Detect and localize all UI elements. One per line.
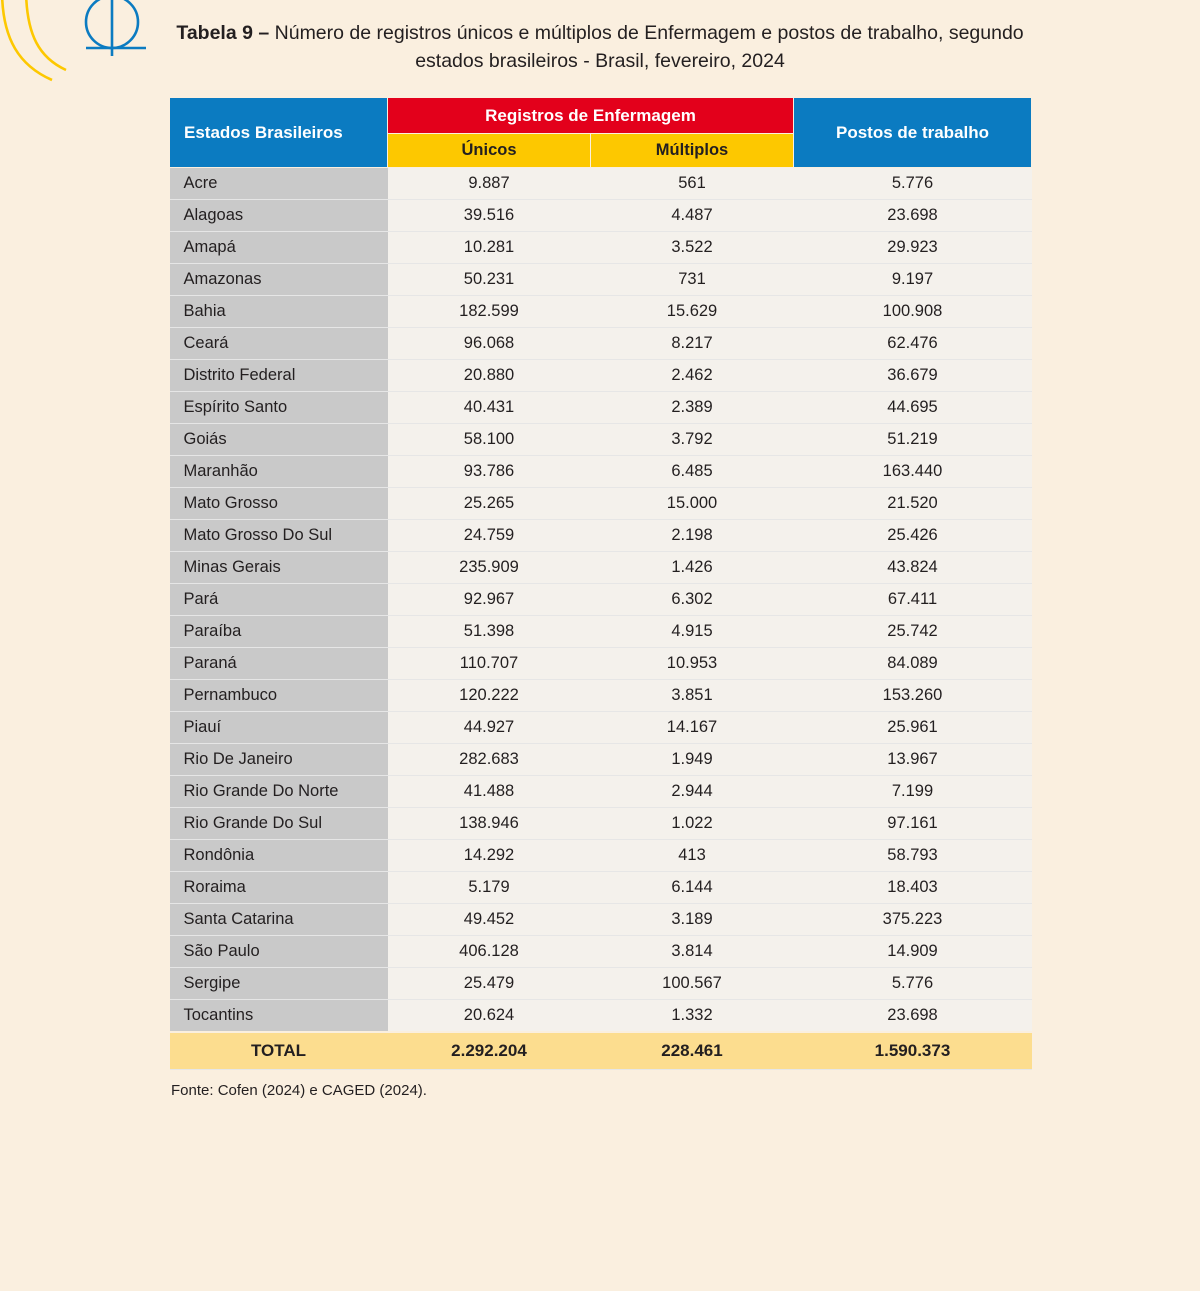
cell-total-postos: 1.590.373 xyxy=(794,1032,1032,1070)
cell-unicos: 25.479 xyxy=(388,968,591,1000)
table-row xyxy=(170,968,1032,1000)
cell-unicos: 406.128 xyxy=(388,936,591,968)
cell-multiplos: 4.487 xyxy=(591,200,794,232)
table-row xyxy=(170,552,1032,584)
cell-total-multiplos: 228.461 xyxy=(591,1032,794,1070)
cell-state: Paraná xyxy=(170,648,388,680)
table-row xyxy=(170,808,1032,840)
cell-state: Roraima xyxy=(170,872,388,904)
cell-postos: 163.440 xyxy=(794,456,1032,488)
cell-unicos: 44.927 xyxy=(388,712,591,744)
cell-state: Bahia xyxy=(170,296,388,328)
cell-multiplos: 4.915 xyxy=(591,616,794,648)
cell-postos: 9.197 xyxy=(794,264,1032,296)
cell-state: Santa Catarina xyxy=(170,904,388,936)
cell-multiplos: 413 xyxy=(591,840,794,872)
cell-multiplos: 6.302 xyxy=(591,584,794,616)
cell-postos: 36.679 xyxy=(794,360,1032,392)
table-row xyxy=(170,200,1032,232)
cell-unicos: 25.265 xyxy=(388,488,591,520)
cell-state: Ceará xyxy=(170,328,388,360)
column-header-unicos: Únicos xyxy=(388,134,591,168)
table-row xyxy=(170,296,1032,328)
column-header-registros-group: Registros de Enfermagem xyxy=(388,98,794,134)
table-row xyxy=(170,168,1032,200)
cell-postos: 7.199 xyxy=(794,776,1032,808)
cell-multiplos: 15.629 xyxy=(591,296,794,328)
cell-postos: 62.476 xyxy=(794,328,1032,360)
cell-state: Goiás xyxy=(170,424,388,456)
cell-multiplos: 2.198 xyxy=(591,520,794,552)
cell-unicos: 58.100 xyxy=(388,424,591,456)
cell-multiplos: 2.462 xyxy=(591,360,794,392)
cell-postos: 25.426 xyxy=(794,520,1032,552)
cell-unicos: 5.179 xyxy=(388,872,591,904)
cell-postos: 67.411 xyxy=(794,584,1032,616)
table-row xyxy=(170,264,1032,296)
cell-unicos: 10.281 xyxy=(388,232,591,264)
cell-unicos: 41.488 xyxy=(388,776,591,808)
cell-state: São Paulo xyxy=(170,936,388,968)
table-row xyxy=(170,232,1032,264)
nursing-records-table xyxy=(169,97,1032,1070)
column-header-postos: Postos de trabalho xyxy=(794,98,1032,168)
page-title xyxy=(170,20,1030,75)
table-title-block xyxy=(170,0,1030,75)
table-title-text: Número de registros únicos e múltiplos de Enfermagem e postos de trabalho, segundo estados brasileiros - Brasil, fevereiro, 2024 xyxy=(269,22,1024,72)
cell-unicos: 49.452 xyxy=(388,904,591,936)
table-row xyxy=(170,616,1032,648)
decorative-corner-graphic xyxy=(0,0,160,90)
cell-unicos: 110.707 xyxy=(388,648,591,680)
cell-multiplos: 1.332 xyxy=(591,1000,794,1033)
cell-unicos: 14.292 xyxy=(388,840,591,872)
cell-postos: 5.776 xyxy=(794,168,1032,200)
table-header-row-1 xyxy=(170,98,1032,134)
cell-state: Acre xyxy=(170,168,388,200)
cell-multiplos: 8.217 xyxy=(591,328,794,360)
cell-postos: 29.923 xyxy=(794,232,1032,264)
cell-postos: 153.260 xyxy=(794,680,1032,712)
cell-unicos: 39.516 xyxy=(388,200,591,232)
table-header xyxy=(170,98,1032,168)
cell-unicos: 120.222 xyxy=(388,680,591,712)
cell-state: Amazonas xyxy=(170,264,388,296)
cell-total-unicos: 2.292.204 xyxy=(388,1032,591,1070)
column-header-multiplos: Múltiplos xyxy=(591,134,794,168)
cell-unicos: 93.786 xyxy=(388,456,591,488)
table-row xyxy=(170,328,1032,360)
table-row xyxy=(170,680,1032,712)
cell-multiplos: 6.144 xyxy=(591,872,794,904)
table-row xyxy=(170,648,1032,680)
data-table-container xyxy=(169,97,1031,1070)
cell-postos: 43.824 xyxy=(794,552,1032,584)
cell-multiplos: 14.167 xyxy=(591,712,794,744)
cell-state: Alagoas xyxy=(170,200,388,232)
cell-multiplos: 3.792 xyxy=(591,424,794,456)
table-row xyxy=(170,1000,1032,1033)
table-row xyxy=(170,584,1032,616)
cell-postos: 25.742 xyxy=(794,616,1032,648)
cell-multiplos: 2.389 xyxy=(591,392,794,424)
cell-postos: 18.403 xyxy=(794,872,1032,904)
cell-postos: 5.776 xyxy=(794,968,1032,1000)
table-row xyxy=(170,840,1032,872)
cell-postos: 13.967 xyxy=(794,744,1032,776)
cell-unicos: 50.231 xyxy=(388,264,591,296)
cell-state: Sergipe xyxy=(170,968,388,1000)
cell-state: Rio Grande Do Sul xyxy=(170,808,388,840)
cell-multiplos: 1.426 xyxy=(591,552,794,584)
column-header-states: Estados Brasileiros xyxy=(170,98,388,168)
cell-unicos: 20.624 xyxy=(388,1000,591,1033)
table-source-note: Fonte: Cofen (2024) e CAGED (2024). xyxy=(171,1082,427,1100)
table-row xyxy=(170,744,1032,776)
cell-state: Mato Grosso xyxy=(170,488,388,520)
cell-state: Pernambuco xyxy=(170,680,388,712)
cell-multiplos: 3.522 xyxy=(591,232,794,264)
cell-postos: 51.219 xyxy=(794,424,1032,456)
cell-postos: 14.909 xyxy=(794,936,1032,968)
cell-postos: 58.793 xyxy=(794,840,1032,872)
cell-multiplos: 6.485 xyxy=(591,456,794,488)
cell-unicos: 138.946 xyxy=(388,808,591,840)
cell-state: Amapá xyxy=(170,232,388,264)
cell-postos: 21.520 xyxy=(794,488,1032,520)
table-row xyxy=(170,904,1032,936)
cell-postos: 23.698 xyxy=(794,1000,1032,1033)
cell-multiplos: 15.000 xyxy=(591,488,794,520)
cell-unicos: 182.599 xyxy=(388,296,591,328)
cell-state: Maranhão xyxy=(170,456,388,488)
cell-unicos: 51.398 xyxy=(388,616,591,648)
cell-multiplos: 561 xyxy=(591,168,794,200)
cell-state: Rondônia xyxy=(170,840,388,872)
cell-multiplos: 10.953 xyxy=(591,648,794,680)
table-number-label: Tabela 9 – xyxy=(176,22,270,44)
cell-multiplos: 100.567 xyxy=(591,968,794,1000)
cell-state: Paraíba xyxy=(170,616,388,648)
table-row xyxy=(170,392,1032,424)
cell-state: Piauí xyxy=(170,712,388,744)
cell-unicos: 9.887 xyxy=(388,168,591,200)
cell-unicos: 92.967 xyxy=(388,584,591,616)
cell-unicos: 24.759 xyxy=(388,520,591,552)
cell-state: Distrito Federal xyxy=(170,360,388,392)
table-row xyxy=(170,360,1032,392)
table-row xyxy=(170,936,1032,968)
table-row xyxy=(170,712,1032,744)
table-row xyxy=(170,872,1032,904)
table-body xyxy=(170,168,1032,1070)
cell-multiplos: 1.022 xyxy=(591,808,794,840)
cell-state: Mato Grosso Do Sul xyxy=(170,520,388,552)
table-row xyxy=(170,776,1032,808)
cell-multiplos: 3.814 xyxy=(591,936,794,968)
cell-postos: 97.161 xyxy=(794,808,1032,840)
cell-postos: 100.908 xyxy=(794,296,1032,328)
cell-state: Pará xyxy=(170,584,388,616)
cell-multiplos: 3.851 xyxy=(591,680,794,712)
cell-state: Rio Grande Do Norte xyxy=(170,776,388,808)
table-row xyxy=(170,520,1032,552)
cell-unicos: 40.431 xyxy=(388,392,591,424)
cell-unicos: 282.683 xyxy=(388,744,591,776)
cell-unicos: 20.880 xyxy=(388,360,591,392)
cell-multiplos: 731 xyxy=(591,264,794,296)
cell-state: Rio De Janeiro xyxy=(170,744,388,776)
cell-postos: 25.961 xyxy=(794,712,1032,744)
table-row xyxy=(170,424,1032,456)
cell-postos: 375.223 xyxy=(794,904,1032,936)
cell-state: Tocantins xyxy=(170,1000,388,1033)
cell-unicos: 96.068 xyxy=(388,328,591,360)
cell-total-label: TOTAL xyxy=(170,1032,388,1070)
cell-multiplos: 3.189 xyxy=(591,904,794,936)
table-row xyxy=(170,456,1032,488)
table-row xyxy=(170,488,1032,520)
cell-multiplos: 1.949 xyxy=(591,744,794,776)
cell-state: Minas Gerais xyxy=(170,552,388,584)
cell-state: Espírito Santo xyxy=(170,392,388,424)
cell-unicos: 235.909 xyxy=(388,552,591,584)
cell-postos: 23.698 xyxy=(794,200,1032,232)
cell-postos: 44.695 xyxy=(794,392,1032,424)
table-total-row xyxy=(170,1032,1032,1070)
cell-postos: 84.089 xyxy=(794,648,1032,680)
cell-multiplos: 2.944 xyxy=(591,776,794,808)
